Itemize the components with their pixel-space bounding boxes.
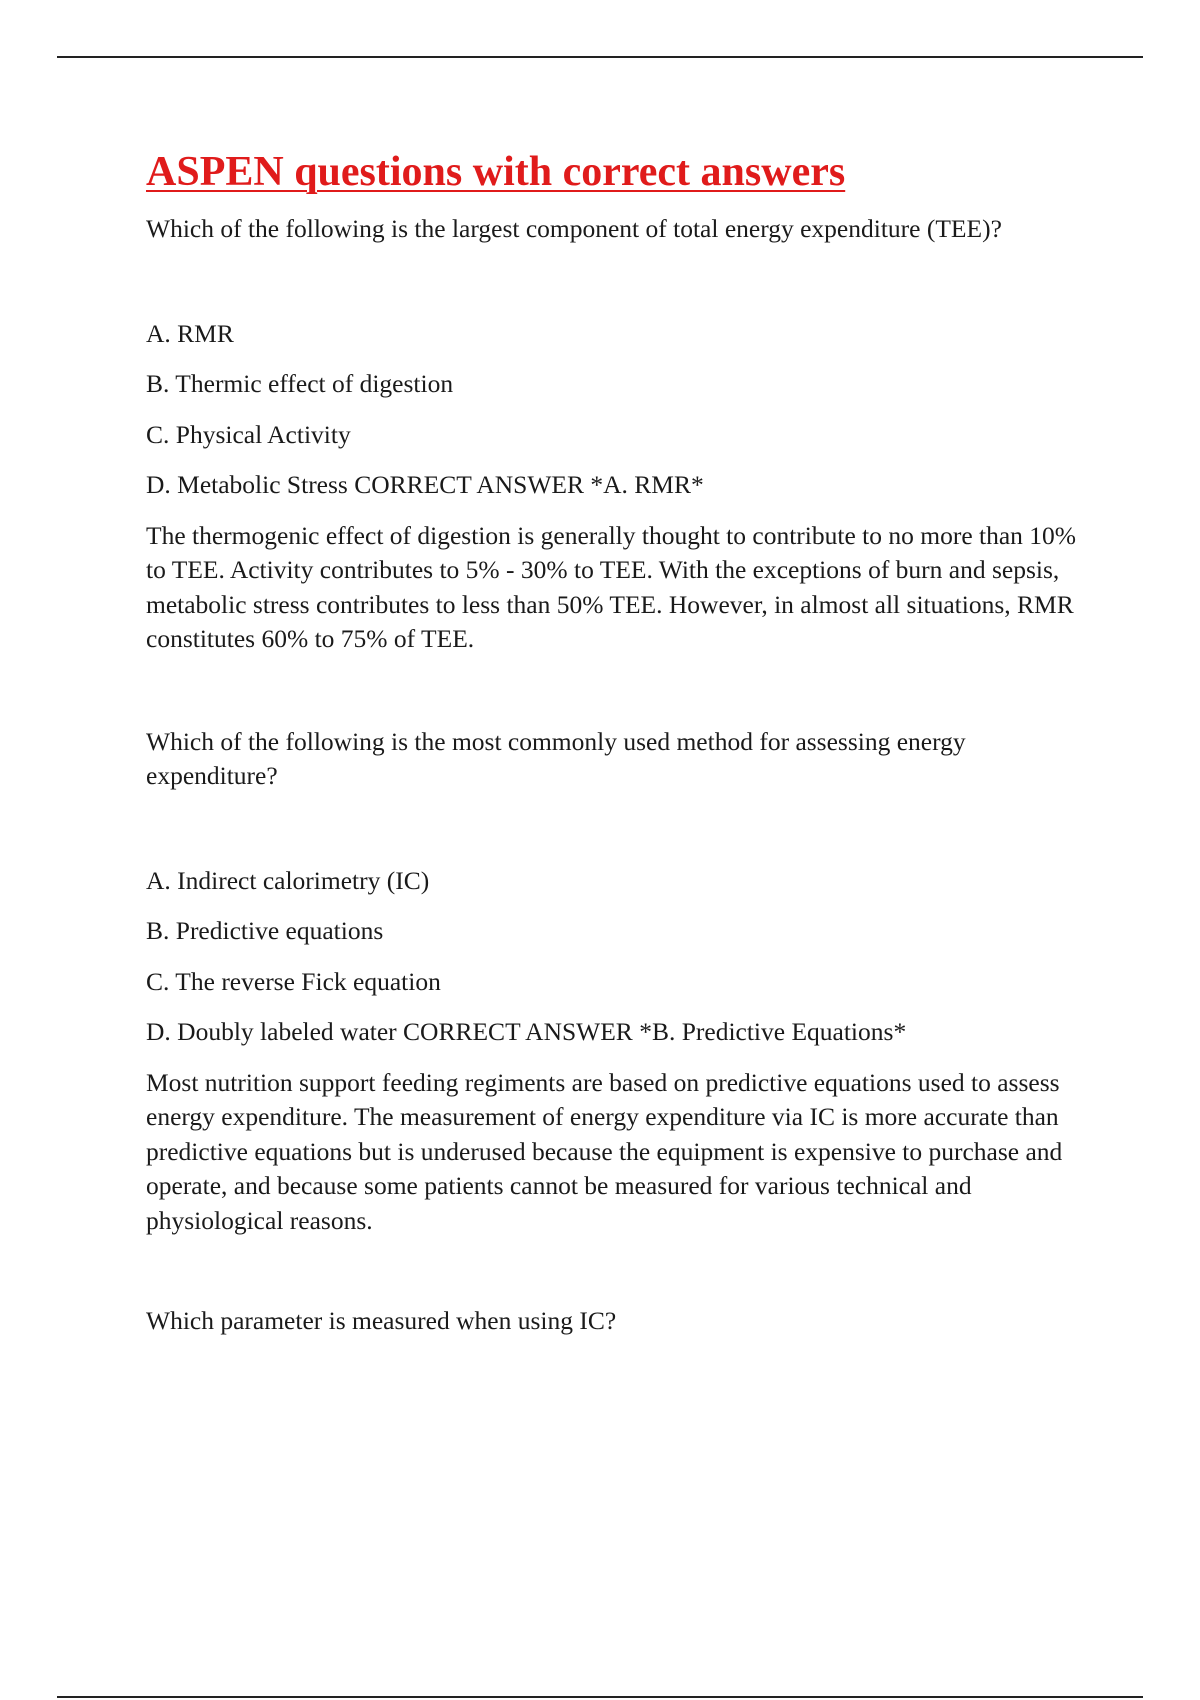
- question-1-option-a: A. RMR: [146, 318, 234, 348]
- question-2-explanation: Most nutrition support feeding regiments are based on predictive equations used to assess energy expenditure. The measurement of energy expenditure via IC is more accurate than predictive equations but is underused because the equipment is expensive to purchase and operate, and because some patients cannot be measured for various technical and physiological reasons.: [146, 1067, 1063, 1235]
- question-3-text: Which parameter is measured when using IC?: [146, 1306, 617, 1335]
- footer-rule: [57, 1696, 1143, 1698]
- question-1-options: [146, 317, 1096, 503]
- question-2-options: [146, 864, 1096, 1050]
- question-1-option-c: C. Physical Activity: [146, 419, 351, 449]
- question-1-text: Which of the following is the largest component of total energy expenditure (TEE)?: [146, 214, 1002, 243]
- header-rule: [57, 56, 1143, 58]
- question-2-option-d-answer: D. Doubly labeled water CORRECT ANSWER *B. Predictive Equations*: [146, 1017, 907, 1046]
- question-2-option-c: C. The reverse Fick equation: [146, 966, 441, 996]
- document-body: [146, 146, 1096, 1339]
- question-1-explanation: The thermogenic effect of digestion is generally thought to contribute to no more than 10% to TEE. Activity contributes to 5% - 30% to TEE. With the exceptions of burn and sepsis, metabolic stress contributes to less than 50% TEE. However, in almost all situations, RMR constitutes 60% to 75% of TEE.: [146, 520, 1077, 653]
- question-2-option-a: A. Indirect calorimetry (IC): [146, 865, 430, 895]
- question-1-option-b: B. Thermic effect of digestion: [146, 369, 454, 398]
- document-title: ASPEN questions with correct answers: [146, 149, 846, 195]
- question-1-option-d-answer: D. Metabolic Stress CORRECT ANSWER *A. RMR*: [146, 470, 704, 499]
- question-2-text: Which of the following is the most commonly used method for assessing energy expenditure?: [146, 726, 966, 790]
- question-2-option-b: B. Predictive equations: [146, 916, 384, 945]
